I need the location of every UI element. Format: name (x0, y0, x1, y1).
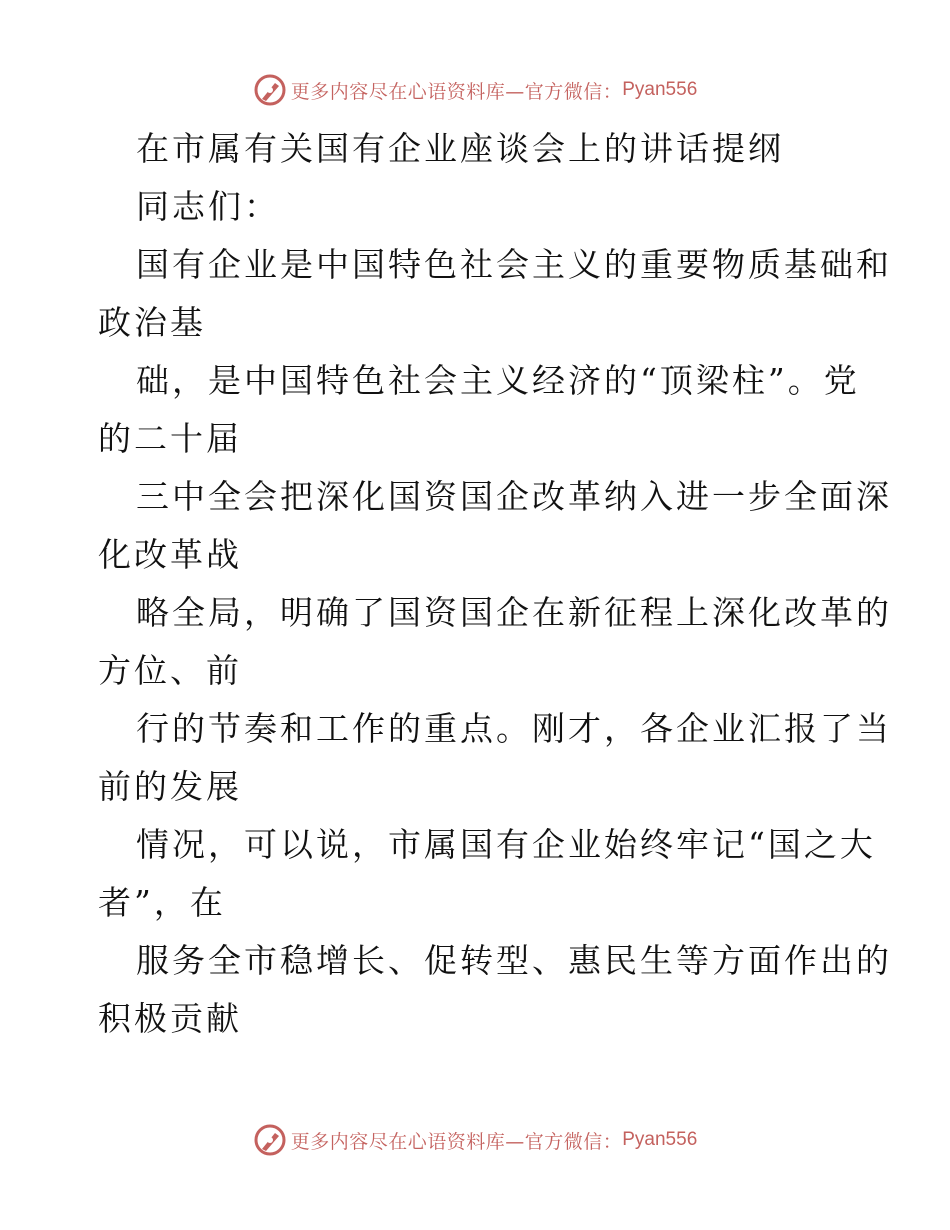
pen-logo-icon (253, 73, 287, 107)
watermark-text: 更多内容尽在心语资料库—官方微信： (290, 80, 623, 103)
watermark-text: 更多内容尽在心语资料库—官方微信： (290, 1130, 623, 1153)
body-line: 政治基 (98, 303, 206, 342)
body-line: 行的节奏和工作的重点。刚才，各企业汇报了当 (136, 709, 892, 748)
body-line: 前的发展 (98, 767, 242, 806)
document-body (98, 120, 892, 1048)
body-line: 国有企业是中国特色社会主义的重要物质基础和 (136, 245, 892, 284)
document-title: 在市属有关国有企业座谈会上的讲话提纲 (136, 129, 784, 168)
body-line: 方位、前 (98, 651, 242, 690)
body-line: 的二十届 (98, 419, 242, 458)
footer-watermark (0, 1120, 950, 1160)
header-watermark (0, 70, 950, 110)
watermark-wechat-id: Pyan556 (622, 79, 698, 100)
body-line: 情况，可以说，市属国有企业始终牢记“国之大 (136, 825, 876, 864)
body-line: 础，是中国特色社会主义经济的“顶梁柱”。党 (136, 361, 860, 400)
body-line: 化改革战 (98, 535, 242, 574)
body-line: 者”，在 (98, 883, 226, 922)
body-line: 三中全会把深化国资国企改革纳入进一步全面深 (136, 477, 892, 516)
salutation: 同志们： (136, 187, 280, 226)
body-line: 服务全市稳增长、促转型、惠民生等方面作出的 (136, 941, 892, 980)
body-line: 积极贡献 (98, 999, 242, 1038)
pen-logo-icon (253, 1123, 287, 1157)
watermark-wechat-id: Pyan556 (622, 1129, 698, 1150)
body-line: 略全局，明确了国资国企在新征程上深化改革的 (136, 593, 892, 632)
